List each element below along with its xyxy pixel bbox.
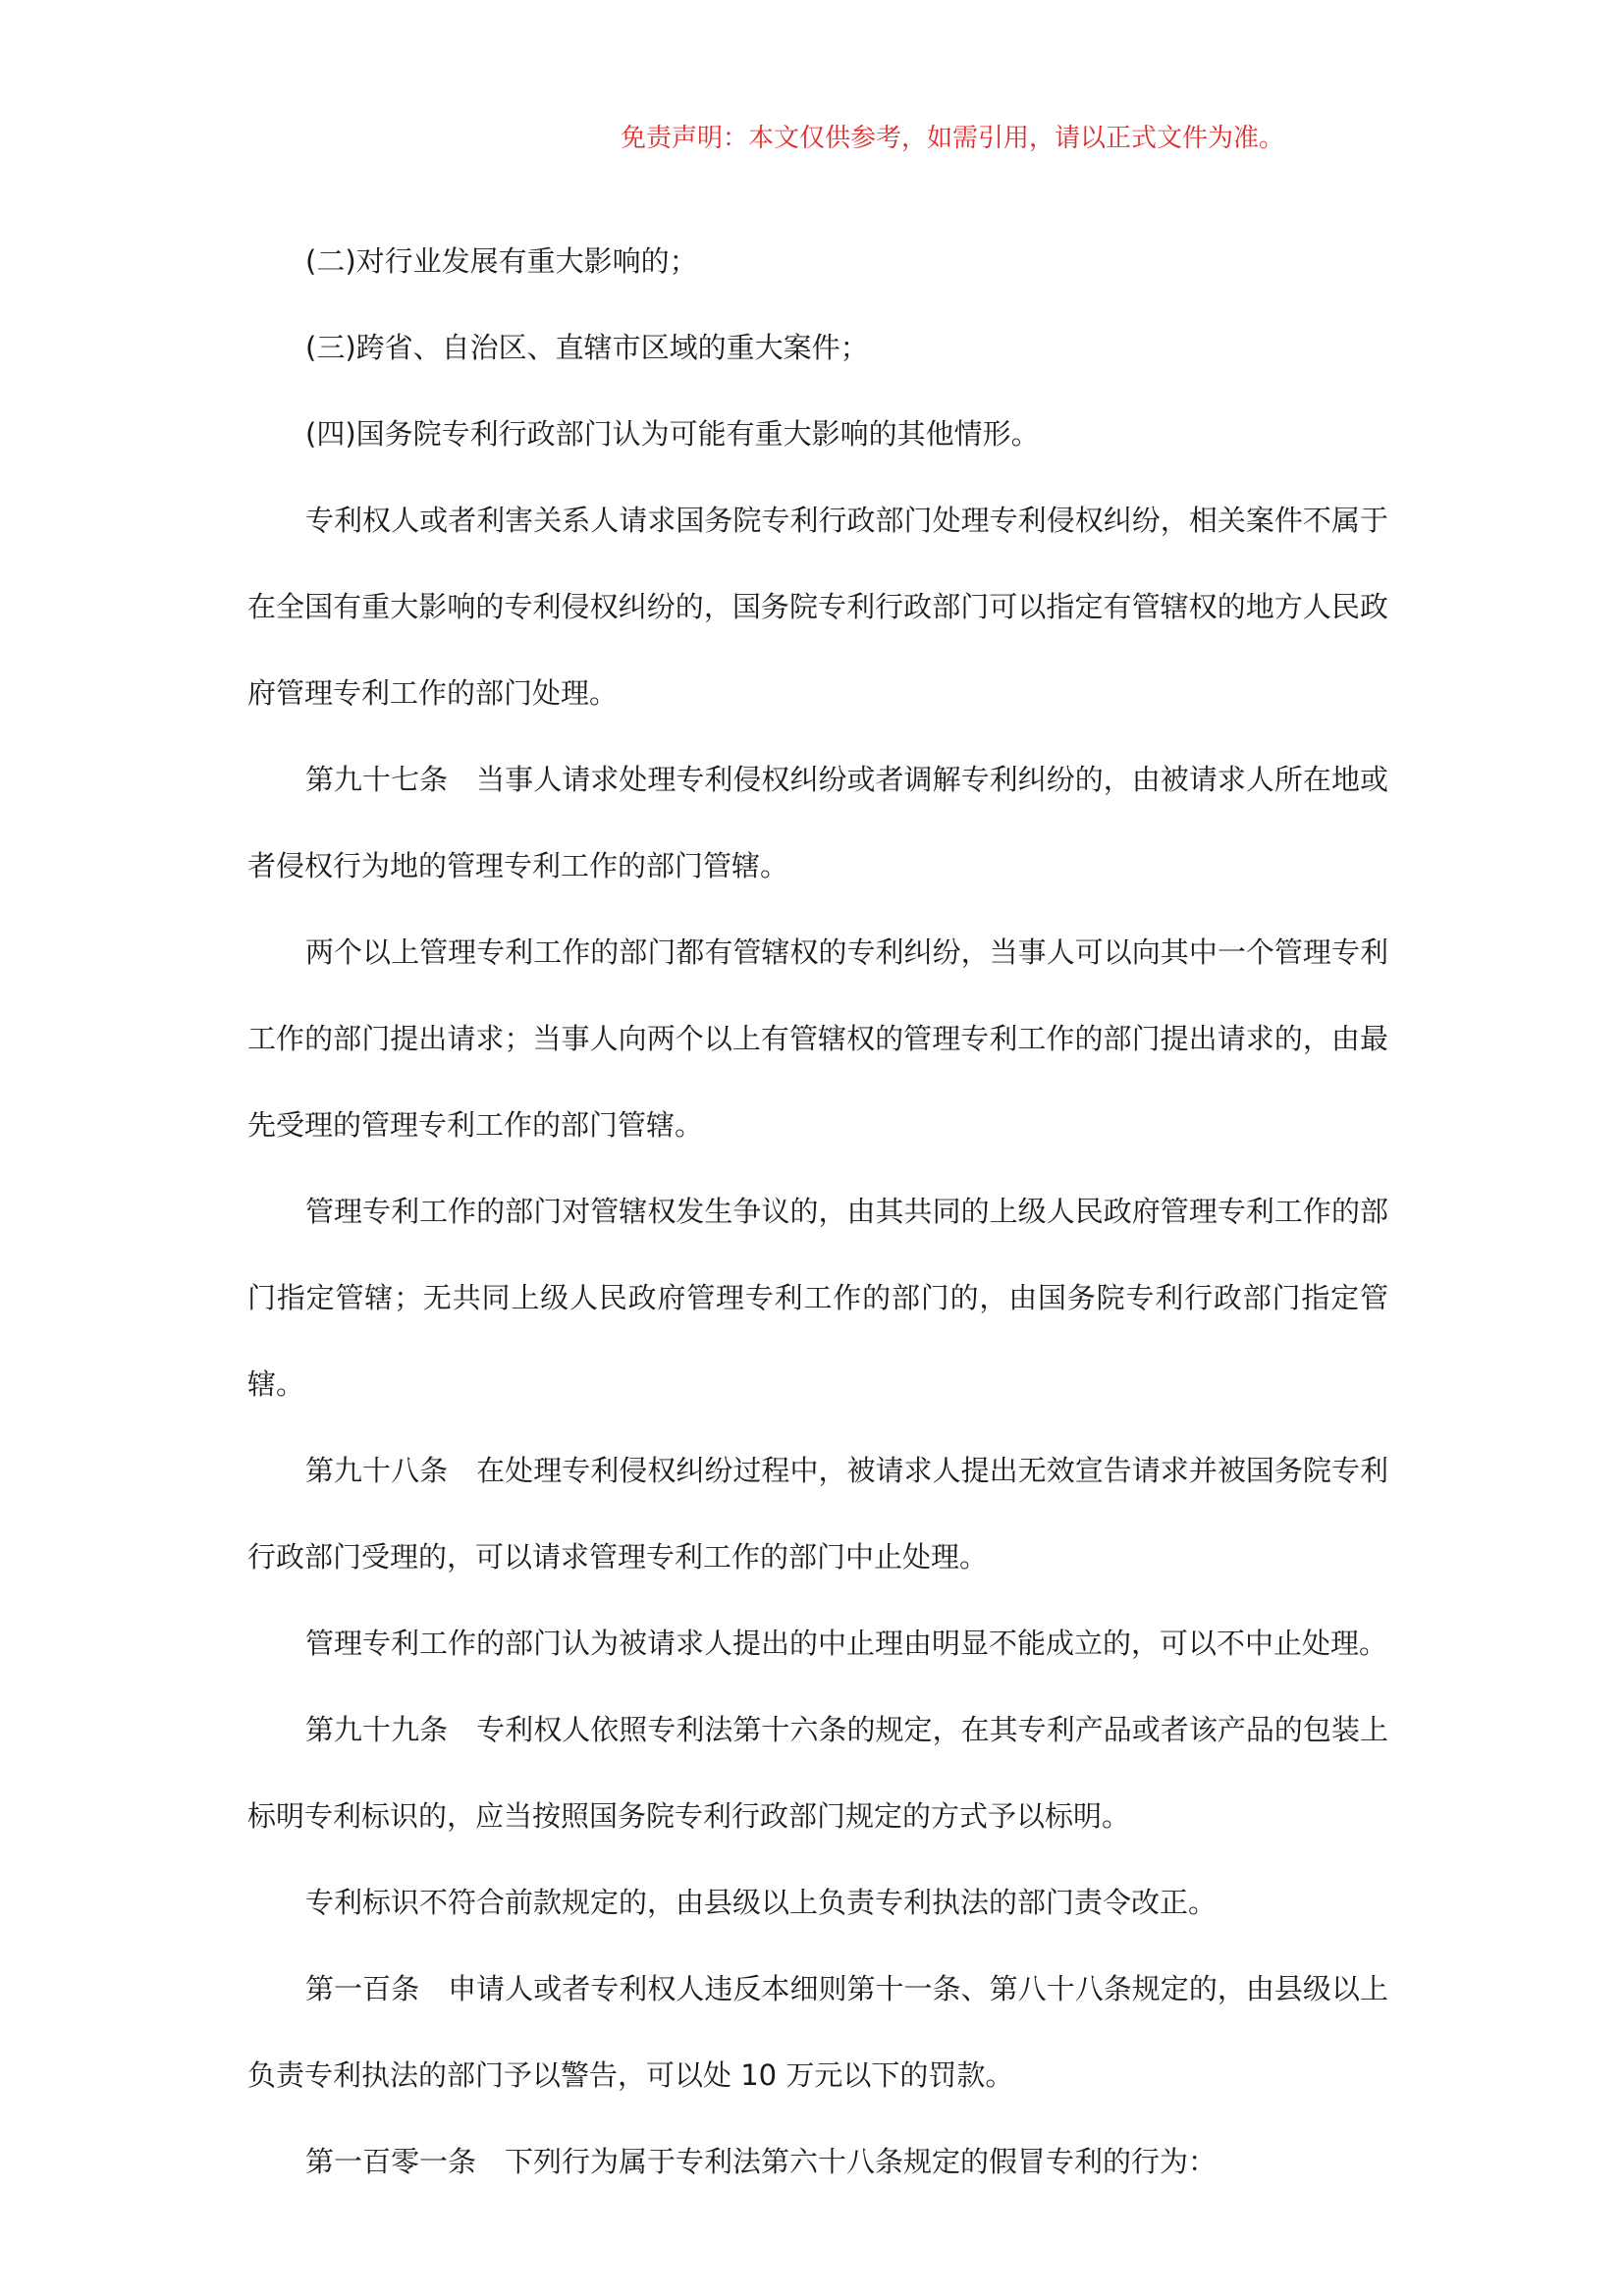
paragraph: (二)对行业发展有重大影响的；: [305, 244, 698, 278]
paragraph: (三)跨省、自治区、直辖市区域的重大案件；: [305, 331, 869, 364]
paragraph: 专利权人或者利害关系人请求国务院专利行政部门处理专利侵权纠纷，相关案件不属于在全国有重大影响的专利侵权纠纷的，国务院专利行政部门可以指定有管辖权的地方人民政府管理专利工作的部门处理。: [247, 504, 1388, 710]
paragraph: 两个以上管理专利工作的部门都有管辖权的专利纠纷，当事人可以向其中一个管理专利工作的部门提出请求；当事人向两个以上有管辖权的管理专利工作的部门提出请求的，由最先受理的管理专利工作的部门管辖。: [247, 935, 1388, 1142]
document-body: [247, 218, 1388, 2205]
paragraph: 专利标识不符合前款规定的，由县级以上负责专利执法的部门责令改正。: [305, 1886, 1218, 1919]
paragraph: 第九十九条 专利权人依照专利法第十六条的规定，在其专利产品或者该产品的包装上标明专利标识的，应当按照国务院专利行政部门规定的方式予以标明。: [247, 1713, 1388, 1833]
paragraph: 管理专利工作的部门对管辖权发生争议的，由其共同的上级人民政府管理专利工作的部门指定管辖；无共同上级人民政府管理专利工作的部门的，由国务院专利行政部门指定管辖。: [247, 1195, 1388, 1401]
paragraph: 第一百零一条 下列行为属于专利法第六十八条规定的假冒专利的行为：: [305, 2145, 1218, 2178]
paragraph: 第一百条 申请人或者专利权人违反本细则第十一条、第八十八条规定的，由县级以上负责专利执法的部门予以警告，可以处 10 万元以下的罚款。: [247, 1972, 1388, 2092]
paragraph: 管理专利工作的部门认为被请求人提出的中止理由明显不能成立的，可以不中止处理。: [305, 1627, 1388, 1660]
paragraph: (四)国务院专利行政部门认为可能有重大影响的其他情形。: [305, 417, 1040, 451]
disclaimer-header: 免责声明：本文仅供参考，如需引用，请以正式文件为准。: [621, 124, 1285, 153]
paragraph: 第九十八条 在处理专利侵权纠纷过程中，被请求人提出无效宣告请求并被国务院专利行政部门受理的，可以请求管理专利工作的部门中止处理。: [247, 1454, 1388, 1574]
paragraph: 第九十七条 当事人请求处理专利侵权纠纷或者调解专利纠纷的，由被请求人所在地或者侵权行为地的管理专利工作的部门管辖。: [247, 763, 1388, 882]
